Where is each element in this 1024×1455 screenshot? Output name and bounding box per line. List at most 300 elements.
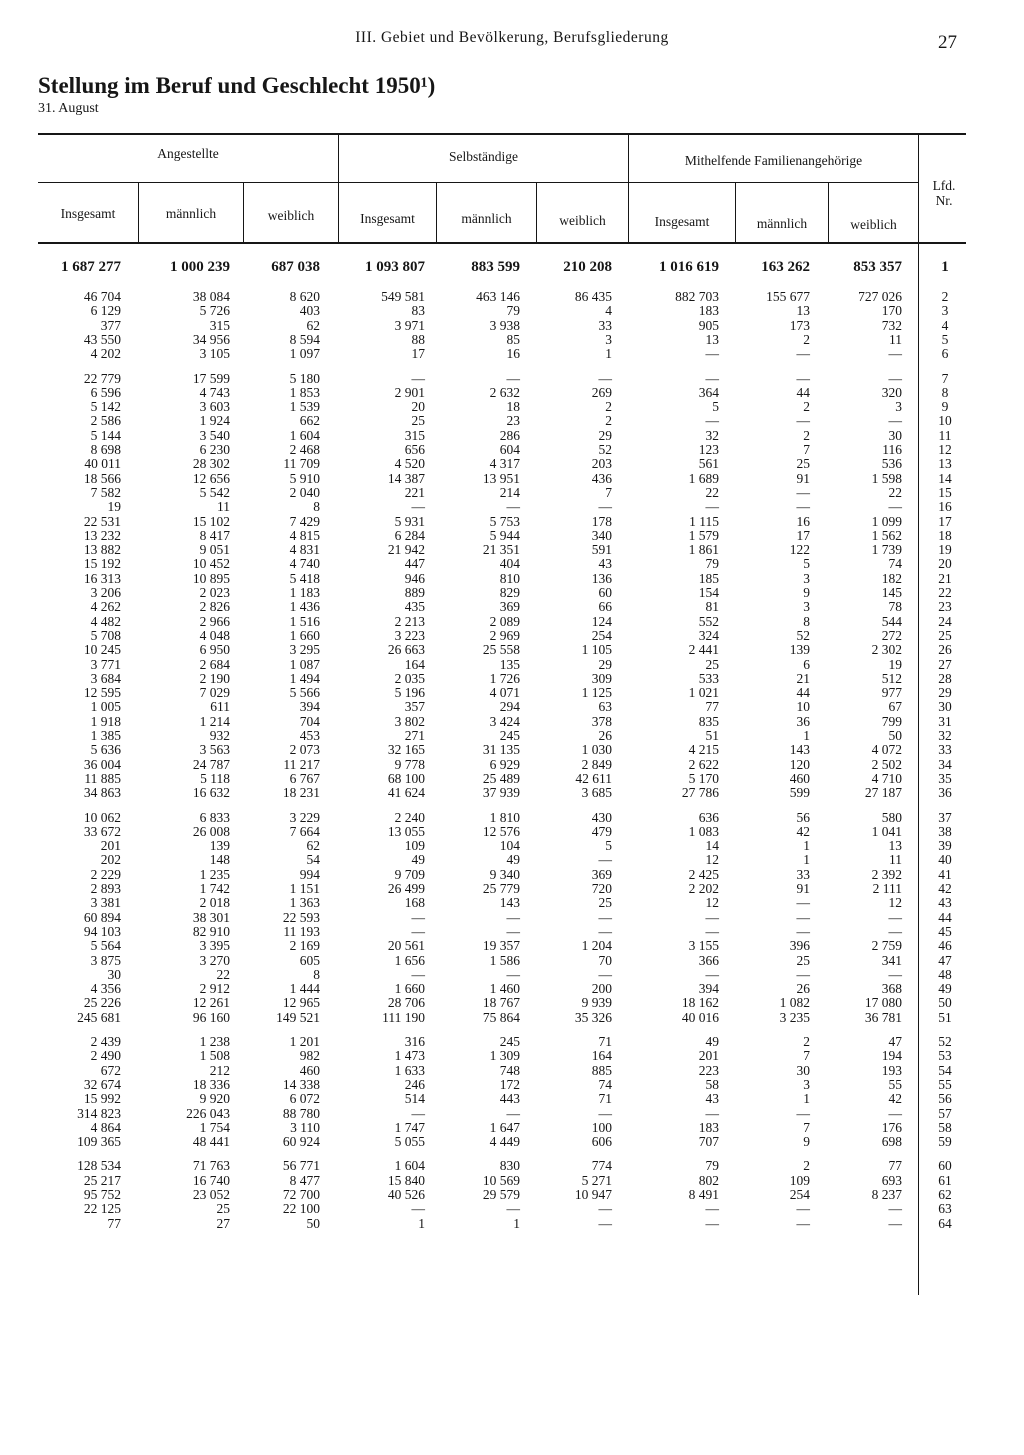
cell-angestellte-maennlich: 6 950 xyxy=(199,642,230,658)
cell-mithelfende-insgesamt: 5 170 xyxy=(688,770,719,786)
cell-lfd-nr: 24 xyxy=(938,613,952,629)
table-row xyxy=(0,771,1024,786)
cell-angestellte-insgesamt: 10 062 xyxy=(83,809,121,825)
cell-lfd-nr: 54 xyxy=(938,1062,952,1078)
cell-selbstaendige-insgesamt: 9 778 xyxy=(394,756,425,772)
cell-lfd-nr: 6 xyxy=(941,346,949,362)
cell-mithelfende-weiblich: 544 xyxy=(881,613,902,629)
cell-angestellte-weiblich: 5 180 xyxy=(289,370,320,386)
cell-angestellte-maennlich: 611 xyxy=(210,699,230,715)
cell-angestellte-maennlich: 16 740 xyxy=(192,1172,230,1188)
table-row xyxy=(0,1106,1024,1121)
table-row xyxy=(0,895,1024,910)
cell-angestellte-maennlich: 17 599 xyxy=(192,370,230,386)
table-row-total xyxy=(0,259,1024,274)
cell-selbstaendige-maennlich: 294 xyxy=(499,699,520,715)
cell-angestellte-weiblich: 2 468 xyxy=(289,442,320,457)
cell-angestellte-weiblich: 1 201 xyxy=(289,1034,320,1049)
cell-mithelfende-insgesamt: 2 622 xyxy=(688,756,719,772)
cell-mithelfende-weiblich: — xyxy=(888,346,902,362)
cell-mithelfende-insgesamt: 707 xyxy=(698,1134,719,1150)
cell-mithelfende-insgesamt: 77 xyxy=(705,699,719,715)
cell-angestellte-weiblich: 1 436 xyxy=(289,599,320,615)
table-row xyxy=(0,371,1024,386)
cell-lfd-nr: 35 xyxy=(938,770,952,786)
cell-selbstaendige-insgesamt: 3 971 xyxy=(394,317,425,333)
cell-mithelfende-insgesamt: 223 xyxy=(698,1062,719,1078)
cell-selbstaendige-weiblich: — xyxy=(598,1201,612,1217)
cell-lfd-nr: 51 xyxy=(938,1009,952,1025)
cell-lfd-nr: 15 xyxy=(938,484,952,500)
table-row xyxy=(0,785,1024,800)
table-row xyxy=(0,542,1024,557)
cell-lfd-nr: 46 xyxy=(938,938,952,954)
cell-angestellte-insgesamt: 245 681 xyxy=(77,1009,121,1025)
cell-mithelfende-maennlich: 13 xyxy=(796,303,810,319)
cell-selbstaendige-insgesamt: 49 xyxy=(411,852,425,868)
cell-selbstaendige-insgesamt: — xyxy=(411,1201,425,1217)
cell-lfd-nr: 25 xyxy=(938,627,952,643)
column-header: männlich xyxy=(756,216,808,231)
cell-mithelfende-insgesamt: — xyxy=(705,413,719,429)
cell-lfd-nr: 19 xyxy=(938,542,952,558)
cell-angestellte-weiblich: 8 xyxy=(313,499,320,515)
cell-selbstaendige-insgesamt: 111 190 xyxy=(382,1009,425,1025)
cell-mithelfende-maennlich: 7 xyxy=(803,442,810,457)
cell-selbstaendige-insgesamt: 26 499 xyxy=(387,881,425,896)
cell-mithelfende-weiblich: 341 xyxy=(881,952,902,968)
table-row xyxy=(0,471,1024,486)
cell-mithelfende-insgesamt: — xyxy=(705,966,719,982)
cell-selbstaendige-weiblich: 178 xyxy=(591,513,612,529)
cell-lfd-nr: 9 xyxy=(941,399,949,415)
cell-selbstaendige-insgesamt: 13 055 xyxy=(387,823,425,839)
table-row xyxy=(0,303,1024,318)
cell-angestellte-insgesamt: 314 823 xyxy=(77,1105,121,1121)
table-row xyxy=(0,428,1024,443)
cell-mithelfende-insgesamt: 364 xyxy=(698,384,719,400)
cell-angestellte-insgesamt: 201 xyxy=(100,838,121,854)
cell-selbstaendige-insgesamt: 946 xyxy=(404,570,425,586)
cell-selbstaendige-insgesamt: 1 747 xyxy=(394,1119,425,1135)
table-row xyxy=(0,346,1024,361)
cell-lfd-nr: 26 xyxy=(938,642,952,658)
cell-angestellte-insgesamt: 34 863 xyxy=(83,785,121,801)
cell-selbstaendige-maennlich: 18 xyxy=(506,399,520,415)
cell-lfd-nr: 40 xyxy=(938,852,952,868)
cell-selbstaendige-maennlich: 6 929 xyxy=(489,756,520,772)
cell-selbstaendige-insgesamt: — xyxy=(411,966,425,982)
cell-angestellte-maennlich: 7 029 xyxy=(199,685,230,701)
cell-angestellte-weiblich: 7 664 xyxy=(289,823,320,839)
cell-selbstaendige-weiblich: 74 xyxy=(598,1076,612,1092)
cell-selbstaendige-insgesamt: — xyxy=(411,923,425,939)
table-row xyxy=(0,1187,1024,1202)
cell-lfd-nr: 20 xyxy=(938,556,952,572)
cell-mithelfende-maennlich: 1 xyxy=(803,852,810,868)
cell-angestellte-weiblich: 994 xyxy=(299,866,320,882)
cell-selbstaendige-maennlich: 1 726 xyxy=(489,670,520,686)
cell-lfd-nr: 23 xyxy=(938,599,952,615)
header-bottom-rule xyxy=(38,242,966,244)
cell-mithelfende-maennlich: 21 xyxy=(796,670,810,686)
cell-mithelfende-weiblich: 368 xyxy=(881,981,902,997)
cell-mithelfende-maennlich: — xyxy=(796,370,810,386)
cell-mithelfende-maennlich: 42 xyxy=(796,823,810,839)
cell-mithelfende-maennlich: 139 xyxy=(789,642,810,658)
cell-lfd-nr: 56 xyxy=(938,1091,952,1107)
cell-mithelfende-insgesamt: 4 215 xyxy=(688,742,719,758)
cell-selbstaendige-weiblich: 26 xyxy=(598,728,612,743)
cell-mithelfende-maennlich: — xyxy=(796,1105,810,1121)
cell-mithelfende-insgesamt: 32 xyxy=(705,427,719,443)
cell-mithelfende-insgesamt: 1 016 619 xyxy=(659,259,719,275)
cell-angestellte-weiblich: 2 073 xyxy=(289,742,320,758)
table-row xyxy=(0,528,1024,543)
cell-mithelfende-maennlich: — xyxy=(796,909,810,925)
cell-angestellte-weiblich: 54 xyxy=(306,852,320,868)
cell-angestellte-insgesamt: 7 582 xyxy=(90,484,121,500)
cell-mithelfende-weiblich: 12 xyxy=(888,895,902,911)
table-row xyxy=(0,1158,1024,1173)
cell-selbstaendige-weiblich: 436 xyxy=(591,470,612,486)
cell-mithelfende-insgesamt: — xyxy=(705,1201,719,1217)
cell-mithelfende-weiblich: 36 781 xyxy=(864,1009,902,1025)
cell-mithelfende-maennlich: 5 xyxy=(803,556,810,572)
cell-angestellte-maennlich: 139 xyxy=(209,838,230,854)
cell-angestellte-maennlich: 2 912 xyxy=(199,981,230,997)
cell-angestellte-weiblich: 704 xyxy=(299,713,320,729)
cell-angestellte-weiblich: 4 815 xyxy=(289,527,320,543)
cell-selbstaendige-insgesamt: 17 xyxy=(411,346,425,362)
cell-angestellte-insgesamt: 22 779 xyxy=(83,370,121,386)
cell-selbstaendige-maennlich: 18 767 xyxy=(482,995,520,1011)
cell-mithelfende-maennlich: 10 xyxy=(796,699,810,715)
cell-mithelfende-weiblich: 194 xyxy=(881,1048,902,1064)
cell-angestellte-insgesamt: 5 636 xyxy=(90,742,121,758)
cell-lfd-nr: 47 xyxy=(938,952,952,968)
cell-angestellte-insgesamt: 16 313 xyxy=(83,570,121,586)
cell-lfd-nr: 30 xyxy=(938,699,952,715)
cell-angestellte-weiblich: 22 100 xyxy=(282,1201,320,1217)
cell-mithelfende-weiblich: 1 562 xyxy=(871,527,902,543)
cell-mithelfende-weiblich: 1 598 xyxy=(871,470,902,486)
cell-selbstaendige-maennlich: 369 xyxy=(499,599,520,615)
cell-angestellte-weiblich: 453 xyxy=(299,728,320,743)
group-underline xyxy=(38,182,918,183)
cell-mithelfende-weiblich: 727 026 xyxy=(858,289,902,304)
cell-mithelfende-insgesamt: 183 xyxy=(698,1119,719,1135)
cell-angestellte-insgesamt: 5 142 xyxy=(90,399,121,415)
cell-mithelfende-weiblich: 3 xyxy=(895,399,902,415)
cell-selbstaendige-insgesamt: 316 xyxy=(404,1034,425,1049)
cell-angestellte-maennlich: 3 603 xyxy=(199,399,230,415)
table-row xyxy=(0,757,1024,772)
cell-selbstaendige-weiblich: 1 125 xyxy=(581,685,612,701)
cell-mithelfende-weiblich: — xyxy=(888,1105,902,1121)
cell-mithelfende-weiblich: 42 xyxy=(888,1091,902,1107)
table-row xyxy=(0,714,1024,729)
cell-lfd-nr: 5 xyxy=(941,331,949,347)
table-row xyxy=(0,571,1024,586)
page-subtitle: 31. August xyxy=(38,101,99,116)
cell-angestellte-weiblich: 8 477 xyxy=(289,1172,320,1188)
cell-selbstaendige-maennlich: 2 089 xyxy=(489,613,520,629)
cell-selbstaendige-maennlich: 19 357 xyxy=(482,938,520,954)
cell-mithelfende-insgesamt: 905 xyxy=(698,317,719,333)
cell-lfd-nr: 33 xyxy=(938,742,952,758)
cell-selbstaendige-insgesamt: 1 656 xyxy=(394,952,425,968)
cell-angestellte-weiblich: 149 521 xyxy=(276,1009,320,1025)
cell-angestellte-weiblich: 6 072 xyxy=(289,1091,320,1107)
cell-mithelfende-maennlich: — xyxy=(796,1215,810,1231)
cell-angestellte-maennlich: 3 270 xyxy=(199,952,230,968)
cell-selbstaendige-weiblich: — xyxy=(598,1215,612,1231)
table-row xyxy=(0,385,1024,400)
cell-mithelfende-weiblich: 27 187 xyxy=(864,785,902,801)
table-row xyxy=(0,967,1024,982)
cell-selbstaendige-weiblich: 3 xyxy=(605,331,612,347)
cell-angestellte-maennlich: 10 452 xyxy=(192,556,230,572)
cell-angestellte-insgesamt: 95 752 xyxy=(83,1187,121,1202)
cell-lfd-nr: 49 xyxy=(938,981,952,997)
cell-selbstaendige-insgesamt: 20 xyxy=(411,399,425,415)
cell-mithelfende-maennlich: — xyxy=(796,966,810,982)
cell-angestellte-maennlich: 12 261 xyxy=(192,995,230,1011)
cell-angestellte-weiblich: 4 740 xyxy=(289,556,320,572)
table-row xyxy=(0,1134,1024,1149)
cell-selbstaendige-weiblich: 1 030 xyxy=(581,742,612,758)
cell-selbstaendige-maennlich: 1 309 xyxy=(489,1048,520,1064)
cell-selbstaendige-maennlich: 37 939 xyxy=(482,785,520,801)
cell-mithelfende-weiblich: 11 xyxy=(889,852,902,868)
cell-angestellte-weiblich: 12 965 xyxy=(282,995,320,1011)
cell-angestellte-insgesamt: 202 xyxy=(100,852,121,868)
cell-angestellte-insgesamt: 5 564 xyxy=(90,938,121,954)
cell-mithelfende-weiblich: 1 099 xyxy=(871,513,902,529)
cell-lfd-nr: 55 xyxy=(938,1076,952,1092)
column-header: Insgesamt xyxy=(60,206,116,221)
cell-mithelfende-insgesamt: 25 xyxy=(705,656,719,672)
cell-mithelfende-insgesamt: 22 xyxy=(705,484,719,500)
cell-angestellte-insgesamt: 94 103 xyxy=(83,923,121,939)
cell-mithelfende-weiblich: 30 xyxy=(888,427,902,443)
cell-angestellte-weiblich: 88 780 xyxy=(282,1105,320,1121)
cell-mithelfende-maennlich: 396 xyxy=(789,938,810,954)
cell-selbstaendige-insgesamt: 315 xyxy=(404,427,425,443)
table-row xyxy=(0,1173,1024,1188)
cell-mithelfende-weiblich: 2 111 xyxy=(872,881,902,896)
cell-lfd-nr: 45 xyxy=(938,923,952,939)
cell-selbstaendige-maennlich: 5 753 xyxy=(489,513,520,529)
cell-mithelfende-insgesamt: 882 703 xyxy=(675,289,719,304)
cell-angestellte-weiblich: 11 217 xyxy=(283,756,320,772)
cell-angestellte-maennlich: 3 105 xyxy=(199,346,230,362)
cell-mithelfende-maennlich: 52 xyxy=(796,627,810,643)
cell-selbstaendige-insgesamt: 1 660 xyxy=(394,981,425,997)
cell-mithelfende-weiblich: 272 xyxy=(881,627,902,643)
cell-mithelfende-maennlich: 36 xyxy=(796,713,810,729)
table-row xyxy=(0,318,1024,333)
table-row xyxy=(0,289,1024,304)
table-row xyxy=(0,442,1024,457)
cell-selbstaendige-weiblich: 70 xyxy=(598,952,612,968)
cell-angestellte-insgesamt: 3 684 xyxy=(90,670,121,686)
table-row xyxy=(0,1010,1024,1025)
cell-selbstaendige-maennlich: 21 351 xyxy=(482,542,520,558)
cell-selbstaendige-insgesamt: 3 802 xyxy=(394,713,425,729)
cell-selbstaendige-weiblich: 86 435 xyxy=(574,289,612,304)
cell-angestellte-weiblich: 3 295 xyxy=(289,642,320,658)
cell-angestellte-maennlich: 2 966 xyxy=(199,613,230,629)
cell-selbstaendige-weiblich: 29 xyxy=(598,656,612,672)
cell-mithelfende-insgesamt: 835 xyxy=(698,713,719,729)
cell-lfd-nr: 37 xyxy=(938,809,952,825)
cell-angestellte-insgesamt: 4 482 xyxy=(90,613,121,629)
cell-selbstaendige-maennlich: 883 599 xyxy=(471,259,520,275)
cell-selbstaendige-weiblich: 2 849 xyxy=(581,756,612,772)
cell-selbstaendige-weiblich: 269 xyxy=(591,384,612,400)
cell-mithelfende-insgesamt: — xyxy=(705,370,719,386)
cell-angestellte-maennlich: 2 684 xyxy=(199,656,230,672)
cell-mithelfende-weiblich: 193 xyxy=(881,1062,902,1078)
running-head: III. Gebiet und Bevölkerung, Berufsgliederung xyxy=(355,29,669,46)
table-row xyxy=(0,585,1024,600)
cell-angestellte-maennlich: 4 743 xyxy=(199,384,230,400)
cell-lfd-nr: 34 xyxy=(938,756,952,772)
cell-angestellte-maennlich: 1 000 239 xyxy=(170,259,230,275)
cell-angestellte-maennlich: 2 018 xyxy=(199,895,230,911)
cell-mithelfende-weiblich: — xyxy=(888,923,902,939)
cell-angestellte-insgesamt: 377 xyxy=(100,317,121,333)
cell-angestellte-maennlich: 1 742 xyxy=(199,881,230,896)
table-row xyxy=(0,628,1024,643)
cell-mithelfende-maennlich: 1 xyxy=(803,1091,810,1107)
cell-selbstaendige-maennlich: 79 xyxy=(506,303,520,319)
cell-selbstaendige-insgesamt: 83 xyxy=(411,303,425,319)
cell-angestellte-maennlich: 315 xyxy=(209,317,230,333)
cell-selbstaendige-insgesamt: 271 xyxy=(404,728,425,743)
column-header: weiblich xyxy=(559,213,606,228)
cell-angestellte-insgesamt: 25 226 xyxy=(83,995,121,1011)
cell-selbstaendige-weiblich: 33 xyxy=(598,317,612,333)
cell-angestellte-insgesamt: 5 144 xyxy=(90,427,121,443)
cell-mithelfende-insgesamt: 40 016 xyxy=(681,1009,719,1025)
cell-mithelfende-insgesamt: 2 202 xyxy=(688,881,719,896)
cell-mithelfende-weiblich: 78 xyxy=(888,599,902,615)
cell-angestellte-maennlich: 5 118 xyxy=(200,770,230,786)
cell-angestellte-weiblich: 50 xyxy=(306,1215,320,1231)
cell-mithelfende-insgesamt: 636 xyxy=(698,809,719,825)
cell-angestellte-insgesamt: 10 245 xyxy=(83,642,121,658)
cell-selbstaendige-insgesamt: 25 xyxy=(411,413,425,429)
cell-selbstaendige-maennlich: 3 938 xyxy=(489,317,520,333)
cell-mithelfende-weiblich: 55 xyxy=(888,1076,902,1092)
cell-selbstaendige-maennlich: 135 xyxy=(499,656,520,672)
cell-selbstaendige-maennlich: — xyxy=(506,966,520,982)
cell-mithelfende-weiblich: 17 080 xyxy=(864,995,902,1011)
cell-angestellte-maennlich: 1 754 xyxy=(199,1119,230,1135)
table-row xyxy=(0,938,1024,953)
cell-mithelfende-maennlich: 1 082 xyxy=(779,995,810,1011)
cell-mithelfende-weiblich: 11 xyxy=(889,331,902,347)
cell-mithelfende-insgesamt: — xyxy=(705,909,719,925)
cell-selbstaendige-weiblich: 10 947 xyxy=(574,1187,612,1202)
cell-selbstaendige-insgesamt: 246 xyxy=(404,1076,425,1092)
cell-selbstaendige-maennlich: 23 xyxy=(506,413,520,429)
cell-selbstaendige-weiblich: 340 xyxy=(591,527,612,543)
cell-angestellte-maennlich: 1 235 xyxy=(199,866,230,882)
cell-angestellte-maennlich: 9 920 xyxy=(199,1091,230,1107)
cell-mithelfende-maennlich: 1 xyxy=(803,728,810,743)
cell-selbstaendige-insgesamt: 2 901 xyxy=(394,384,425,400)
cell-mithelfende-insgesamt: 185 xyxy=(698,570,719,586)
cell-mithelfende-insgesamt: 1 021 xyxy=(688,685,719,701)
cell-selbstaendige-insgesamt: 164 xyxy=(404,656,425,672)
cell-mithelfende-weiblich: — xyxy=(888,966,902,982)
cell-selbstaendige-insgesamt: 6 284 xyxy=(394,527,425,543)
cell-lfd-nr: 2 xyxy=(941,289,949,304)
cell-angestellte-insgesamt: 43 550 xyxy=(83,331,121,347)
cell-angestellte-insgesamt: 4 356 xyxy=(90,981,121,997)
cell-mithelfende-insgesamt: 552 xyxy=(698,613,719,629)
cell-selbstaendige-weiblich: 5 271 xyxy=(581,1172,612,1188)
cell-lfd-nr: 12 xyxy=(938,442,952,457)
cell-selbstaendige-maennlich: 830 xyxy=(499,1158,520,1174)
cell-angestellte-insgesamt: 3 381 xyxy=(90,895,121,911)
cell-lfd-nr: 14 xyxy=(938,470,952,486)
cell-angestellte-insgesamt: 22 125 xyxy=(83,1201,121,1217)
cell-selbstaendige-maennlich: 245 xyxy=(499,1034,520,1049)
cell-angestellte-weiblich: 3 110 xyxy=(290,1119,320,1135)
cell-selbstaendige-insgesamt: 3 223 xyxy=(394,627,425,643)
column-header: weiblich xyxy=(850,217,897,232)
cell-mithelfende-weiblich: 182 xyxy=(881,570,902,586)
cell-angestellte-maennlich: 38 084 xyxy=(192,289,230,304)
cell-angestellte-maennlich: 24 787 xyxy=(192,756,230,772)
cell-lfd-nr: 44 xyxy=(938,909,952,925)
table-row xyxy=(0,671,1024,686)
cell-mithelfende-weiblich: 170 xyxy=(881,303,902,319)
cell-selbstaendige-maennlich: 1 810 xyxy=(489,809,520,825)
cell-angestellte-maennlich: 2 826 xyxy=(199,599,230,615)
cell-selbstaendige-insgesamt: 549 581 xyxy=(381,289,425,304)
cell-angestellte-maennlich: 48 441 xyxy=(192,1134,230,1150)
cell-selbstaendige-maennlich: 3 424 xyxy=(489,713,520,729)
table-row xyxy=(0,614,1024,629)
cell-selbstaendige-weiblich: 430 xyxy=(591,809,612,825)
cell-selbstaendige-weiblich: 1 105 xyxy=(581,642,612,658)
cell-angestellte-maennlich: 148 xyxy=(209,852,230,868)
cell-selbstaendige-weiblich: 885 xyxy=(591,1062,612,1078)
cell-lfd-nr: 60 xyxy=(938,1158,952,1174)
cell-selbstaendige-insgesamt: 21 942 xyxy=(387,542,425,558)
column-header-lfd-nr: Lfd. Nr. xyxy=(932,178,956,208)
cell-mithelfende-maennlich: 91 xyxy=(796,470,810,486)
cell-mithelfende-maennlich: 44 xyxy=(796,685,810,701)
cell-selbstaendige-maennlich: 172 xyxy=(499,1076,520,1092)
cell-mithelfende-maennlich: — xyxy=(796,499,810,515)
cell-selbstaendige-maennlich: 214 xyxy=(499,484,520,500)
cell-mithelfende-weiblich: 22 xyxy=(888,484,902,500)
cell-angestellte-maennlich: 25 xyxy=(216,1201,230,1217)
page-title: Stellung im Beruf und Geschlecht 1950¹) xyxy=(38,73,436,98)
cell-selbstaendige-maennlich: 604 xyxy=(499,442,520,457)
cell-mithelfende-maennlich: 3 xyxy=(803,599,810,615)
cell-selbstaendige-maennlich: 443 xyxy=(499,1091,520,1107)
cell-mithelfende-insgesamt: 1 083 xyxy=(688,823,719,839)
cell-angestellte-insgesamt: 3 206 xyxy=(90,585,121,600)
